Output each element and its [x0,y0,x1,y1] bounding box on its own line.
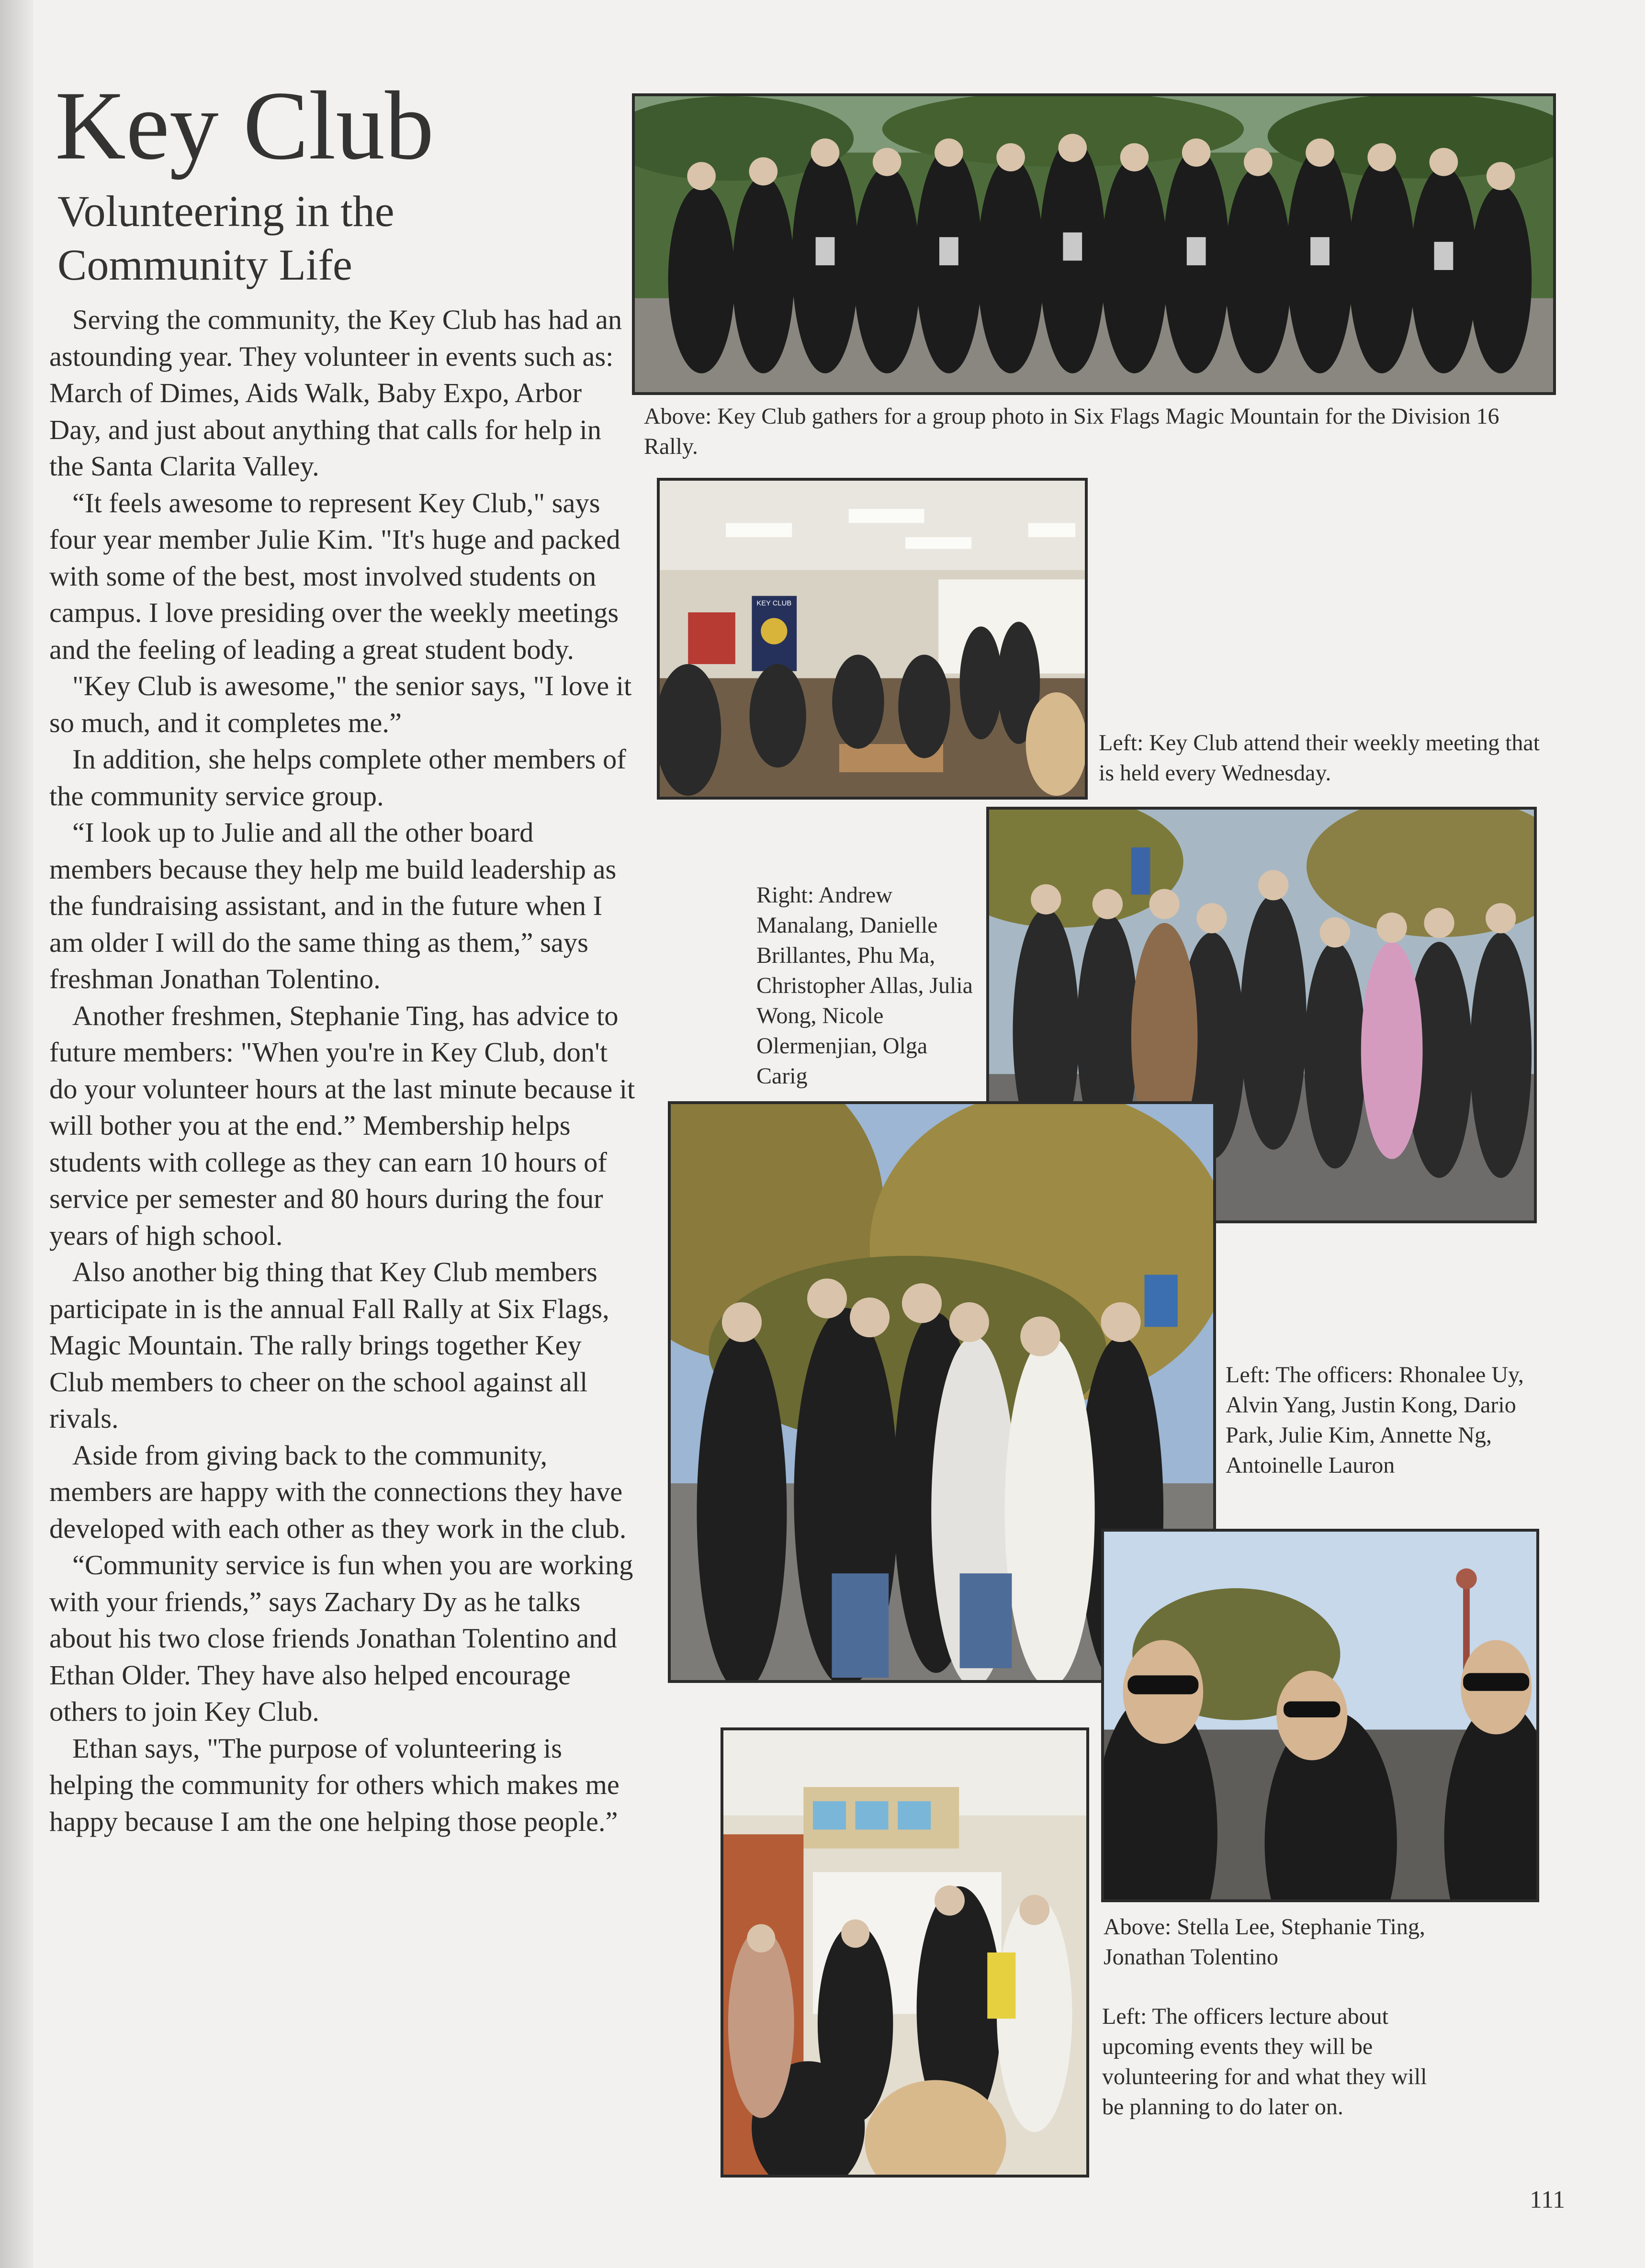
page-binding-shadow [0,0,34,2268]
key-club-banner-text: KEY CLUB [756,599,792,608]
page-number: 111 [1530,2186,1566,2213]
page-subtitle: Volunteering in the Community Life [57,187,394,290]
article-paragraph: “Community service is fun when you are working with your friends,” says Zachary Dy as he talks about his two close friends Jonathan Tolentino and Ethan Older. They have also helped encourage others to join Key Club. [49,1549,633,1727]
page-title: Key Club [55,71,434,180]
article-paragraph: Ethan says, "The purpose of volunteering is helping the community for others which makes me happy because I am the one helping those people.” [49,1732,620,1837]
stella-group-photo [1101,1529,1539,1902]
stella-group-caption: Above: Stella Lee, Stephanie Ting, Jonathan Tolentino [1104,1914,1425,1970]
article-paragraph: “It feels awesome to represent Key Club," says four year member Julie Kim. "It's huge and packed with some of the best, most involved students on campus. I love presiding over the weekly meetings and the feeling of leading a great student body. [49,487,620,665]
weekly-meeting-caption: Left: Key Club attend their weekly meeting that is held every Wednesday. [1099,730,1540,786]
group-photo [632,93,1556,395]
article-paragraph: Aside from giving back to the community, members are happy with the connections they have developed with each other as they work in the club. [49,1439,627,1544]
officers-lecture-caption: Left: The officers lecture about upcoming events they will be volunteering for and what they will be planning to do later on. [1102,2004,1427,2120]
officers-caption: Left: The officers: Rhonalee Uy, Alvin Yang, Justin Kong, Dario Park, Julie Kim, Annette Ng, Antoinelle Lauron [1226,1362,1524,1478]
article-paragraph: "Key Club is awesome," the senior says, "I love it so much, and it completes me.” [49,670,632,738]
article-paragraph: In addition, she helps complete other members of the community service group. [49,744,626,812]
article-body [49,302,638,1840]
article-paragraph: “I look up to Julie and all the other board members because they help me build leadership as the fundraising assistant, and in the future when I am older I will do the same thing as them,” says freshman Jonathan Tolentino. [49,817,617,994]
article-paragraph: Another freshmen, Stephanie Ting, has advice to future members: "When you're in Key Club, don't do your volunteer hours at the last minute because it will bother you at the end.” Membership helps students with college as they can earn 10 hours of service per semester and 80 hours during the four years of high school. [49,1000,635,1251]
andrew-group-caption: Right: Andrew Manalang, Danielle Brillantes, Phu Ma, Christopher Allas, Julia Wong, Nicole Olermenjian, Olga Carig [756,882,973,1089]
officers-lecture-photo [721,1727,1089,2178]
weekly-meeting-photo [657,478,1088,800]
group-photo-caption: Above: Key Club gathers for a group photo in Six Flags Magic Mountain for the Division 16 Rally. [644,404,1499,459]
article-paragraph: Serving the community, the Key Club has had an astounding year. They volunteer in events such as: March of Dimes, Aids Walk, Baby Expo, Arbor Day, and just about anything that calls for help in the Santa Clarita Valley. [49,304,622,482]
article-paragraph: Also another big thing that Key Club members participate in is the annual Fall Rally at Six Flags, Magic Mountain. The rally brings together Key Club members to cheer on the school against all rivals. [49,1256,609,1434]
